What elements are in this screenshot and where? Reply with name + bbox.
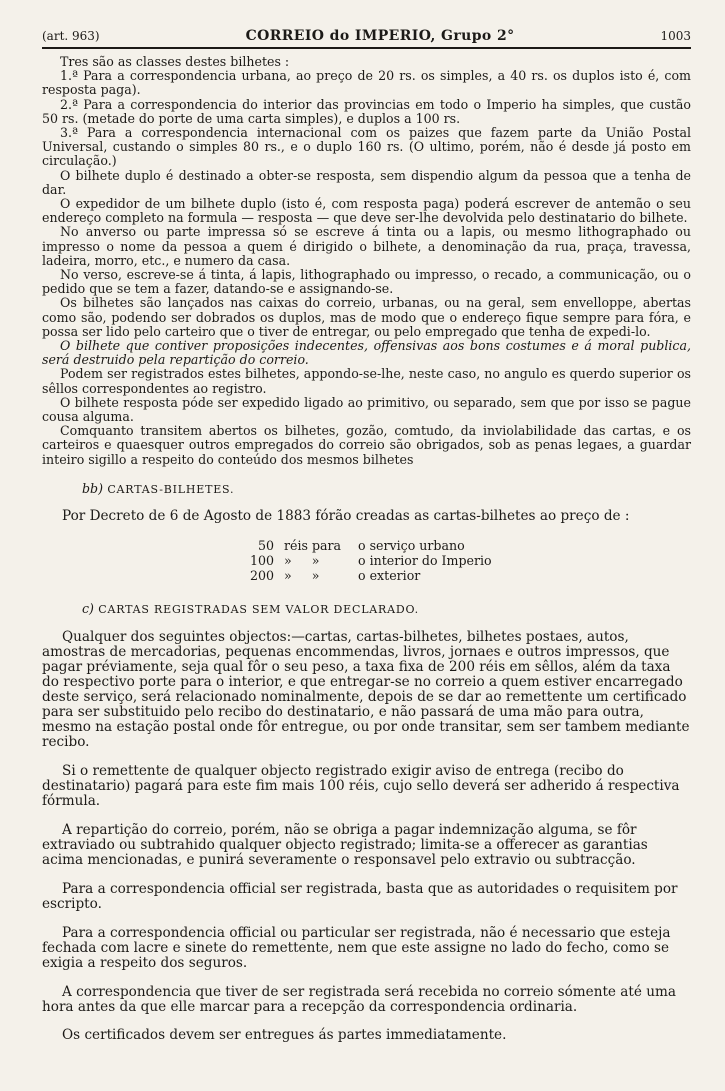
class-item-1: 1.ª Para a correspondencia urbana, ao preço de 20 rs. os simples, a 40 rs. os duplos isto é, com resposta paga).	[42, 68, 691, 98]
price-label: o serviço urbano	[358, 538, 465, 554]
paragraph: Para a correspondencia official ser registrada, basta que as autoridades o requisitem por escripto.	[42, 880, 678, 912]
section-letter: bb)	[82, 480, 104, 496]
paragraph: Os certificados devem ser entregues ás partes immediatamente.	[62, 1027, 507, 1044]
section-title: CARTAS REGISTRADAS SEM VALOR DECLARADO.	[98, 603, 419, 617]
paragraph: A correspondencia que tiver de ser registrada será recebida no correio sómente até uma hora antes da que elle marcar para a recepção da correspondencia ordinaria.	[42, 983, 676, 1015]
price-label: o exterior	[358, 568, 421, 584]
paragraph: No verso, escreve-se á tinta, á lapis, lithographado ou impresso, o recado, a communicação, ou o pedido que se tem a fazer, datando-se e assignando-se.	[42, 267, 691, 297]
class-item-2: 2.ª Para a correspondencia do interior das provincias em todo o Imperio ha simples, que custão 50 rs. (metade do porte de uma carta simples), e duplos a 100 rs.	[42, 96, 691, 126]
price-row	[238, 568, 691, 583]
price-unit: réis para	[284, 538, 342, 554]
paragraph: O bilhete duplo é destinado a obter-se resposta, sem dispendio algum da pessoa que a tenha de dar.	[42, 167, 691, 197]
section-heading-bb	[82, 481, 691, 496]
cartas-bilhetes-section	[42, 509, 691, 524]
paragraph: A repartição do correio, porém, não se obriga a pagar indemnização alguma, se fôr extraviado ou subtrahido qualquer objecto registrado; limita-se a offerecer as garantias acima mencionadas, e punirá severamente o responsavel pelo extravio ou subtracção.	[42, 821, 648, 869]
price-row	[238, 538, 691, 553]
class-item-3: 3.ª Para a correspondencia internacional com os paizes que fazem parte da União Postal Universal, custando o simples 80 rs., e o duplo 160 rs. (O ultimo, porém, não é desde já posto em circulação.)	[42, 125, 691, 169]
article-reference: (art. 963)	[42, 29, 100, 43]
price-amount: 50	[257, 538, 274, 554]
paragraph: O bilhete resposta póde ser expedido ligado ao primitivo, ou separado, sem que por isso se pague cousa alguma.	[42, 394, 691, 425]
price-label: o interior do Imperio	[358, 553, 492, 569]
paragraph: Qualquer dos seguintes objectos:—cartas, cartas-bilhetes, bilhetes postaes, autos, amostras de mercadorias, pequenas encommendas, livros, jornaes e outros impressos, que pagar préviamente, seja qual fôr o seu peso, a taxa fixa de 200 réis em sêllos, além da taxa do respectivo porte para o interior, e que entregar-se no correio a quem estiver encarregado deste serviço, será relacionado nominalmente, depois de se dar ao remettente um certificado para ser substituido pelo recibo do destinatario, e não passará de uma mão para outra, mesmo na estação postal onde fôr entregue, ou por onde transitar, sem ser tambem mediante recibo.	[42, 628, 690, 751]
running-title: CORREIO do IMPERIO, Grupo 2°	[245, 28, 515, 44]
bilhetes-section	[42, 55, 691, 467]
page-header	[42, 28, 691, 49]
italic-paragraph: O bilhete que contiver proposições indecentes, offensivas aos bons costumes e á moral publica, será destruido pela repartição do correio.	[42, 338, 691, 368]
price-row	[238, 553, 691, 568]
paragraph: Os bilhetes são lançados nas caixas do correio, urbanas, ou na geral, sem envelloppe, abertas como são, podendo ser dobrados os duplos, mas de modo que o endereço fique sempre para fóra, e possa ser lido pelo carteiro que o tiver de entregar, ou pelo empregado que tenha de expedi-lo.	[42, 295, 691, 339]
cartas-registradas-section	[42, 630, 691, 1044]
paragraph: No anverso ou parte impressa só se escreve á tinta ou a lapis, ou mesmo lithographado ou impresso o nome da pessoa a quem é dirigido o bilhete, a denominação da rua, praça, travessa, ladeira, morro, etc., e numero da casa.	[42, 224, 691, 268]
price-unit: » »	[284, 553, 320, 569]
paragraph: O expedidor de um bilhete duplo (isto é, com resposta paga) poderá escrever de antemão o seu endereço completo na formula — resposta — que deve ser-lhe devolvida pelo destinatario do bilhete.	[42, 196, 691, 226]
paragraph: Podem ser registrados estes bilhetes, appondo-se-lhe, neste caso, no angulo es querdo superior os sêllos correspondentes ao registro.	[42, 366, 691, 396]
decree-paragraph: Por Decreto de 6 de Agosto de 1883 fórão creadas as cartas-bilhetes ao preço de :	[62, 508, 630, 525]
section-heading-c	[82, 601, 691, 616]
price-unit: » »	[284, 568, 320, 584]
paragraph: Si o remettente de qualquer objecto registrado exigir aviso de entrega (recibo do destinatario) pagará para este fim mais 100 réis, cujo sello deverá ser adherido á respectiva fórmula.	[42, 763, 680, 810]
intro-paragraph: Tres são as classes destes bilhetes :	[60, 54, 290, 69]
section-title: CARTAS-BILHETES.	[107, 482, 235, 496]
price-amount: 200	[249, 568, 274, 584]
section-letter: c)	[82, 601, 94, 617]
price-amount: 100	[249, 553, 274, 569]
paragraph: Comquanto transitem abertos os bilhetes, gozão, comtudo, da inviolabilidade das cartas, e os carteiros e quaesquer outros empregados do correio são obrigados, sob as penas legaes, a guardar inteiro sigillo a respeito do conteúdo dos mesmos bilhetes	[42, 423, 691, 467]
paragraph: Para a correspondencia official ou particular ser registrada, não é necessario que esteja fechada com lacre e sinete do remettente, nem que este assigne no lado do fecho, como se exigia a respeito dos seguros.	[42, 924, 671, 971]
page-number: 1003	[660, 29, 691, 43]
price-list	[238, 538, 691, 583]
